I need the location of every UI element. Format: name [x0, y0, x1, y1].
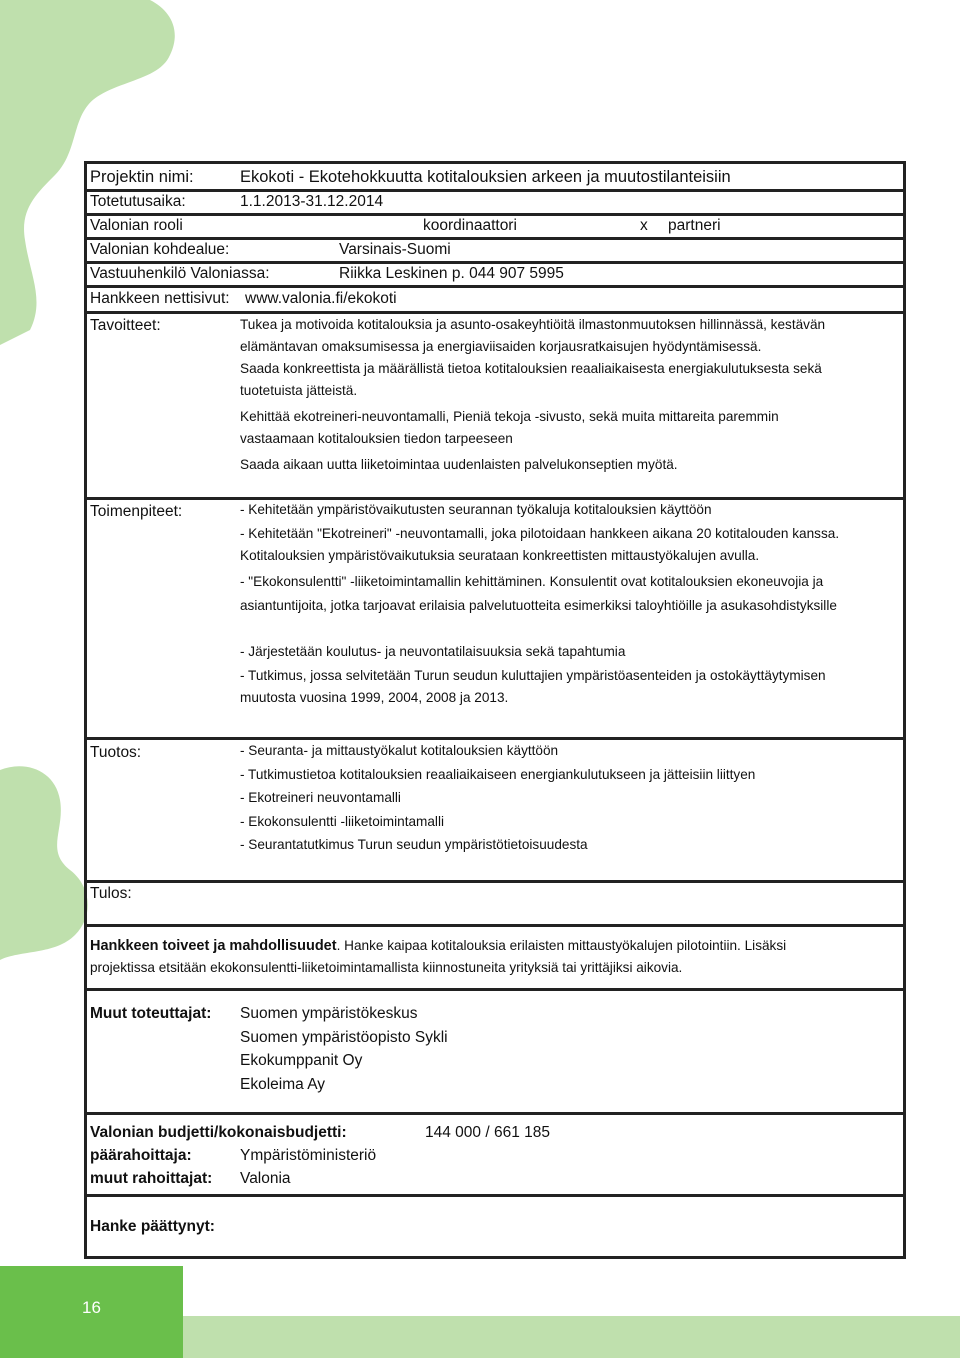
wishes-text [90, 935, 786, 979]
role-label: Valonian rooli [90, 217, 183, 234]
outputs-text [240, 739, 755, 857]
footer-light-band [183, 1316, 960, 1358]
goals-line: elämäntavan omaksumisessa ja energiaviisaiden korjausratkaisujen hyödyntämisessä. [240, 339, 762, 354]
actions-text [240, 499, 839, 709]
actions-line: - "Ekokonsulentti" -liiketoimintamallin kehittäminen. Konsulentit ovat kotitalouksien ekoneuvojia ja [240, 574, 824, 589]
mid-left-leaf-shape [0, 766, 88, 960]
website-label: Hankkeen nettisivut: [90, 290, 230, 307]
budget-label: Valonian budjetti/kokonaisbudjetti: [90, 1124, 347, 1141]
actions-line: - Tutkimus, jossa selvitetään Turun seudun kuluttajien ympäristöasenteiden ja ostokäyttäytymisen [240, 668, 826, 683]
partner-item: Ekokumppanit Oy [240, 1052, 363, 1069]
other-funders-value: Valonia [240, 1170, 291, 1187]
project-end-label: Hanke päättynyt: [90, 1218, 215, 1235]
row-divider [87, 988, 903, 991]
outputs-line: - Seurantatutkimus Turun seudun ympäristötietoisuudesta [240, 837, 588, 852]
period-value: 1.1.2013-31.12.2014 [240, 193, 384, 210]
role-option-partner: partneri [668, 217, 721, 234]
period-label: Totetutusaika: [90, 193, 186, 210]
website-link[interactable]: www.valonia.fi/ekokoti [245, 290, 397, 307]
role-option-coordinator: koordinaattori [423, 217, 517, 234]
partner-item: Suomen ympäristöopisto Sykli [240, 1028, 448, 1046]
actions-line: muutosta vuosina 1999, 2004, 2008 ja 2013. [240, 690, 509, 705]
actions-line: - Kehitetään "Ekotreineri" -neuvontamalli, joka pilotoidaan hankkeen aikana 20 kotitalouden kanssa. [240, 526, 840, 541]
goals-line: Saada konkreettista ja määrällistä tietoa kotitalouksien reaaliaikaisesta energiakulutuksesta sekä [240, 361, 822, 376]
row-divider [87, 1112, 903, 1115]
page-number: 16 [82, 1298, 101, 1317]
outputs-label: Tuotos: [90, 744, 142, 761]
partner-item: Ekoleima Ay [240, 1075, 326, 1093]
row-divider [87, 1194, 903, 1197]
row-divider [87, 285, 903, 288]
wishes-line: . Hanke kaipaa kotitalouksia erilaisten mittaustyökalujen pilotointiin. Lisäksi [336, 938, 787, 953]
goals-line: vastaamaan kotitalouksien tiedon tarpeeseen [240, 431, 513, 446]
row-divider [87, 924, 903, 927]
actions-line: - Kehitetään ympäristövaikutusten seurannan työkaluja kotitalouksien käyttöön [240, 502, 712, 517]
actions-line: - Järjestetään koulutus- ja neuvontatilaisuuksia sekä tapahtumia [240, 644, 626, 659]
partners-list [240, 1002, 448, 1096]
outputs-line: - Ekokonsulentti -liiketoimintamalli [240, 813, 444, 829]
goals-line: Tukea ja motivoida kotitalouksia ja asunto-osakeyhtiöitä ilmastonmuutoksen hillinnässä, kestävän [240, 317, 826, 332]
project-form [84, 161, 906, 1259]
outputs-line: - Tutkimustietoa kotitalouksien reaaliaikaiseen energiankulutukseen ja jätteisiin liittyen [240, 766, 756, 782]
row-divider [87, 880, 903, 883]
role-checkmark: x [640, 217, 648, 234]
goals-line: Saada aikaan uutta liiketoimintaa uudenlaisten palvelukonseptien myötä. [240, 457, 678, 472]
goals-line: tuotetuista jätteistä. [240, 383, 358, 398]
actions-line: asiantuntijoita, jotka tarjoavat erilaisia palvelutuotteita esimerkiksi taloyhtiöille ja asukasohdistyksille [240, 598, 837, 613]
goals-text [240, 314, 825, 476]
budget-value: 144 000 / 661 185 [425, 1124, 550, 1141]
wishes-line: projektissa etsitään ekokonsulentti-liiketoimintamallista kiinnostuneita yrityksiä tai yrittäjiksi aikovia. [90, 960, 683, 975]
main-funder-label: päärahoittaja: [90, 1147, 192, 1164]
area-label: Valonian kohdealue: [90, 241, 230, 258]
partners-label: Muut toteuttajat: [90, 1005, 212, 1022]
other-funders-label: muut rahoittajat: [90, 1170, 213, 1187]
main-funder-value: Ympäristöministeriö [240, 1147, 377, 1164]
project-name-value: Ekokoti - Ekotehokkuutta kotitalouksien arkeen ja muutostilanteisiin [240, 168, 731, 186]
area-value: Varsinais-Suomi [339, 241, 451, 258]
outputs-line: - Seuranta- ja mittaustyökalut kotitalouksien käyttöön [240, 743, 559, 758]
actions-line: Kotitalouksien ympäristövaikutuksia seurataan konkreettisten mittaustyökalujen avulla. [240, 548, 760, 563]
partner-item: Suomen ympäristökeskus [240, 1005, 418, 1022]
goals-line: Kehittää ekotreineri-neuvontamalli, Pieniä tekoja -sivusto, sekä muita mittareita paremmin [240, 409, 779, 424]
actions-label: Toimenpiteet: [90, 503, 183, 520]
outputs-line: - Ekotreineri neuvontamalli [240, 790, 401, 805]
contact-value: Riikka Leskinen p. 044 907 5995 [339, 265, 564, 282]
wishes-label: Hankkeen toiveet ja mahdollisuudet [90, 938, 337, 954]
contact-label: Vastuuhenkilö Valoniassa: [90, 265, 270, 282]
row-divider [87, 189, 903, 192]
results-label: Tulos: [90, 885, 132, 902]
project-name-label: Projektin nimi: [90, 168, 194, 186]
goals-label: Tavoitteet: [90, 317, 161, 334]
